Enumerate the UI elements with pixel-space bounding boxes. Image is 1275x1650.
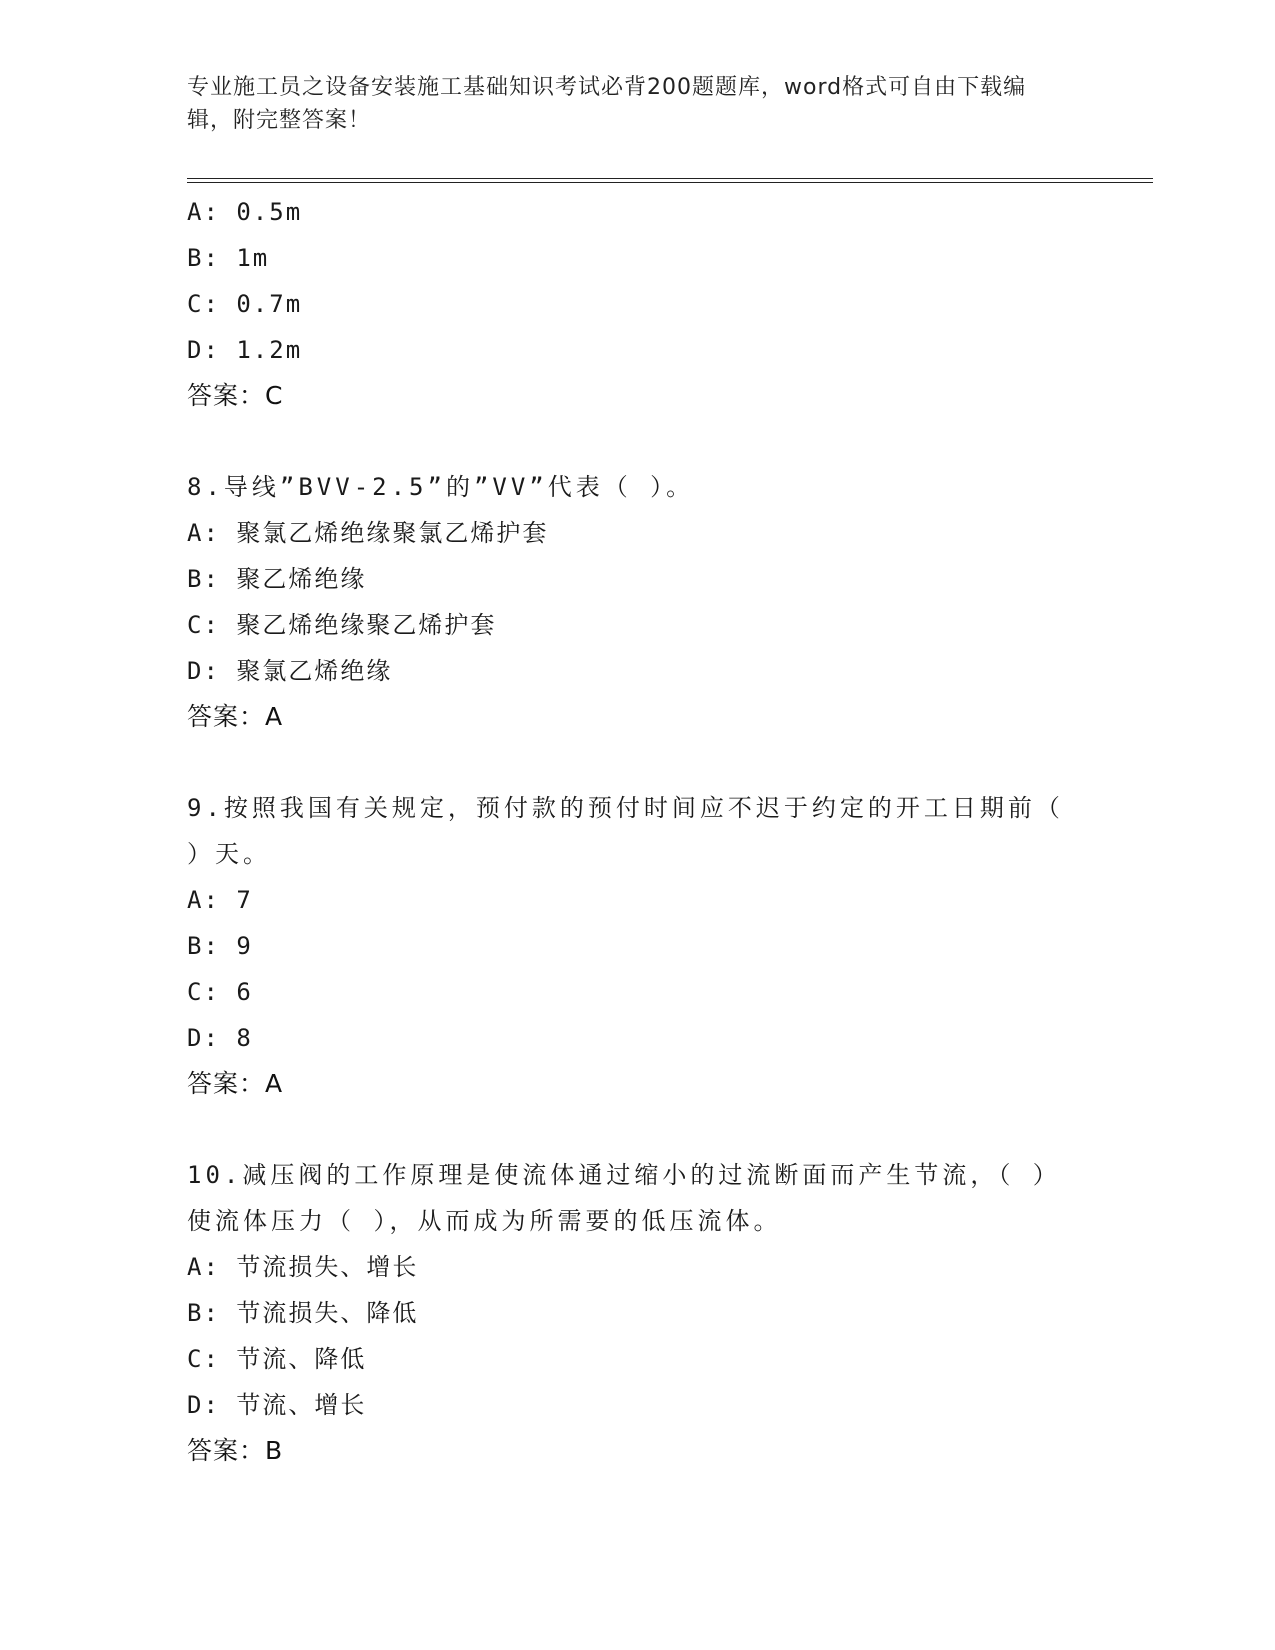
- question-stem: 9.按照我国有关规定，预付款的预付时间应不迟于约定的开工日期前（ ）天。: [187, 794, 1064, 868]
- option-d: D: 1.2m: [187, 336, 303, 364]
- option-b: B: 9: [187, 932, 253, 960]
- option-d: D: 8: [187, 1024, 253, 1052]
- option-d: D: 节流、增长: [187, 1391, 367, 1419]
- answer-line: 答案：B: [187, 1436, 284, 1465]
- question-7: [187, 189, 1087, 419]
- spacer: [187, 1107, 1087, 1152]
- option-c: C: 节流、降低: [187, 1345, 367, 1373]
- option-d: D: 聚氯乙烯绝缘: [187, 657, 393, 685]
- document-header: 专业施工员之设备安装施工基础知识考试必背200题题库，word格式可自由下载编辑，附完整答案！: [187, 75, 1027, 133]
- option-b: B: 节流损失、降低: [187, 1299, 419, 1327]
- option-b: B: 聚乙烯绝缘: [187, 565, 367, 593]
- option-a: A: 0.5m: [187, 198, 303, 226]
- question-list: [187, 189, 1087, 1474]
- question-stem: 10.减压阀的工作原理是使流体通过缩小的过流断面而产生节流，（ ）使流体压力（ ），从而成为所需要的低压流体。: [187, 1161, 1061, 1235]
- header-divider: [187, 178, 1153, 183]
- answer-line: 答案：A: [187, 702, 284, 731]
- option-c: C: 0.7m: [187, 290, 303, 318]
- question-9: [187, 785, 1087, 1107]
- question-stem: 8.导线”BVV-2.5”的”VV”代表（ ）。: [187, 473, 695, 501]
- option-a: A: 7: [187, 886, 253, 914]
- answer-line: 答案：A: [187, 1069, 284, 1098]
- question-8: [187, 464, 1087, 740]
- option-c: C: 6: [187, 978, 253, 1006]
- spacer: [187, 419, 1087, 464]
- spacer: [187, 740, 1087, 785]
- option-c: C: 聚乙烯绝缘聚乙烯护套: [187, 611, 497, 639]
- option-a: A: 节流损失、增长: [187, 1253, 419, 1281]
- answer-line: 答案：C: [187, 381, 284, 410]
- option-b: B: 1m: [187, 244, 270, 272]
- option-a: A: 聚氯乙烯绝缘聚氯乙烯护套: [187, 519, 549, 547]
- question-10: [187, 1152, 1087, 1474]
